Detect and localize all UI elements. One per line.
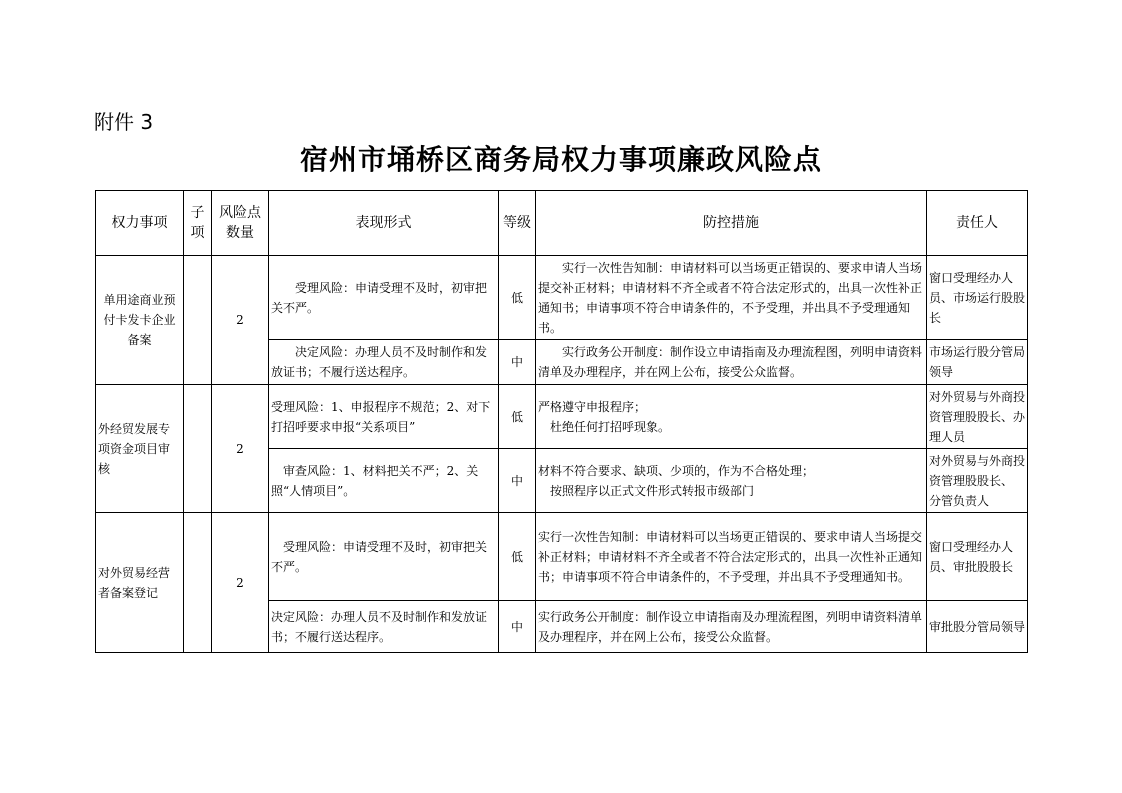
header-sub: 子项 xyxy=(184,191,212,256)
risk-measure xyxy=(536,449,927,513)
measure-line: 严格遵守申报程序； xyxy=(538,399,647,414)
header-owner: 责任人 xyxy=(927,191,1028,256)
risk-level: 中 xyxy=(499,449,536,513)
risk-count: 2 xyxy=(212,256,269,385)
risk-owner: 市场运行股分管局领导 xyxy=(927,340,1028,385)
risk-owner: 审批股分管局领导 xyxy=(927,601,1028,653)
risk-table xyxy=(95,190,1028,653)
header-measure: 防控措施 xyxy=(536,191,927,256)
power-item: 外经贸发展专项资金项目审核 xyxy=(96,385,184,513)
risk-owner: 对外贸易与外商投资管理股股长、 分管负责人 xyxy=(927,449,1028,513)
risk-form: 受理风险：申请受理不及时，初审把关不严。 xyxy=(269,256,499,340)
risk-form: 审查风险：1、材料把关不严；2、关照“人情项目”。 xyxy=(269,449,499,513)
risk-count: 2 xyxy=(212,513,269,653)
measure-line: 材料不符合要求、缺项、少项的，作为不合格处理； xyxy=(538,463,815,478)
risk-form: 决定风险：办理人员不及时制作和发放证书；不履行送达程序。 xyxy=(269,601,499,653)
sub-item xyxy=(184,513,212,653)
risk-level: 低 xyxy=(499,256,536,340)
sub-item xyxy=(184,385,212,513)
risk-measure: 实行一次性告知制：申请材料可以当场更正错误的、要求申请人当场提交补正材料；申请材料不齐全或者不符合法定形式的，出具一次性补正通知书；申请事项不符合申请条件的，不予受理，并出具不予受理通知书。 xyxy=(536,513,927,601)
risk-measure: 实行政务公开制度：制作设立申请指南及办理流程图，列明申请资料清单及办理程序，并在网上公布，接受公众监督。 xyxy=(536,340,927,385)
table-row xyxy=(96,385,1028,449)
annex-label: 附件 3 xyxy=(94,110,154,134)
risk-form: 受理风险：申请受理不及时，初审把关不严。 xyxy=(269,513,499,601)
table-row xyxy=(96,256,1028,340)
header-level: 等级 xyxy=(499,191,536,256)
risk-owner: 对外贸易与外商投资管理股股长、办理人员 xyxy=(927,385,1028,449)
risk-owner: 窗口受理经办人员、市场运行股股长 xyxy=(927,256,1028,340)
header-count: 风险点数量 xyxy=(212,191,269,256)
measure-line: 按照程序以正式文件形式转报市级部门 xyxy=(550,483,755,498)
sub-item xyxy=(184,256,212,385)
header-item: 权力事项 xyxy=(96,191,184,256)
power-item: 对外贸易经营者备案登记 xyxy=(96,513,184,653)
measure-line: 杜绝任何打招呼现象。 xyxy=(550,419,671,434)
risk-measure: 实行政务公开制度：制作设立申请指南及办理流程图，列明申请资料清单及办理程序，并在网上公布，接受公众监督。 xyxy=(536,601,927,653)
table-row xyxy=(96,513,1028,601)
header-form: 表现形式 xyxy=(269,191,499,256)
risk-measure: 实行一次性告知制：申请材料可以当场更正错误的、要求申请人当场提交补正材料；申请材料不齐全或者不符合法定形式的，出具一次性补正通知书；申请事项不符合申请条件的，不予受理，并出具不予受理通知书。 xyxy=(536,256,927,340)
risk-form: 受理风险：1、申报程序不规范；2、对下打招呼要求申报“关系项目” xyxy=(269,385,499,449)
risk-level: 低 xyxy=(499,513,536,601)
power-item: 单用途商业预付卡发卡企业备案 xyxy=(96,256,184,385)
risk-measure xyxy=(536,385,927,449)
risk-level: 中 xyxy=(499,601,536,653)
risk-count: 2 xyxy=(212,385,269,513)
risk-owner: 窗口受理经办人员、审批股股长 xyxy=(927,513,1028,601)
document-title: 宿州市埇桥区商务局权力事项廉政风险点 xyxy=(299,143,822,176)
header-row xyxy=(96,191,1028,256)
risk-level: 中 xyxy=(499,340,536,385)
risk-level: 低 xyxy=(499,385,536,449)
risk-form: 决定风险：办理人员不及时制作和发放证书；不履行送达程序。 xyxy=(269,340,499,385)
